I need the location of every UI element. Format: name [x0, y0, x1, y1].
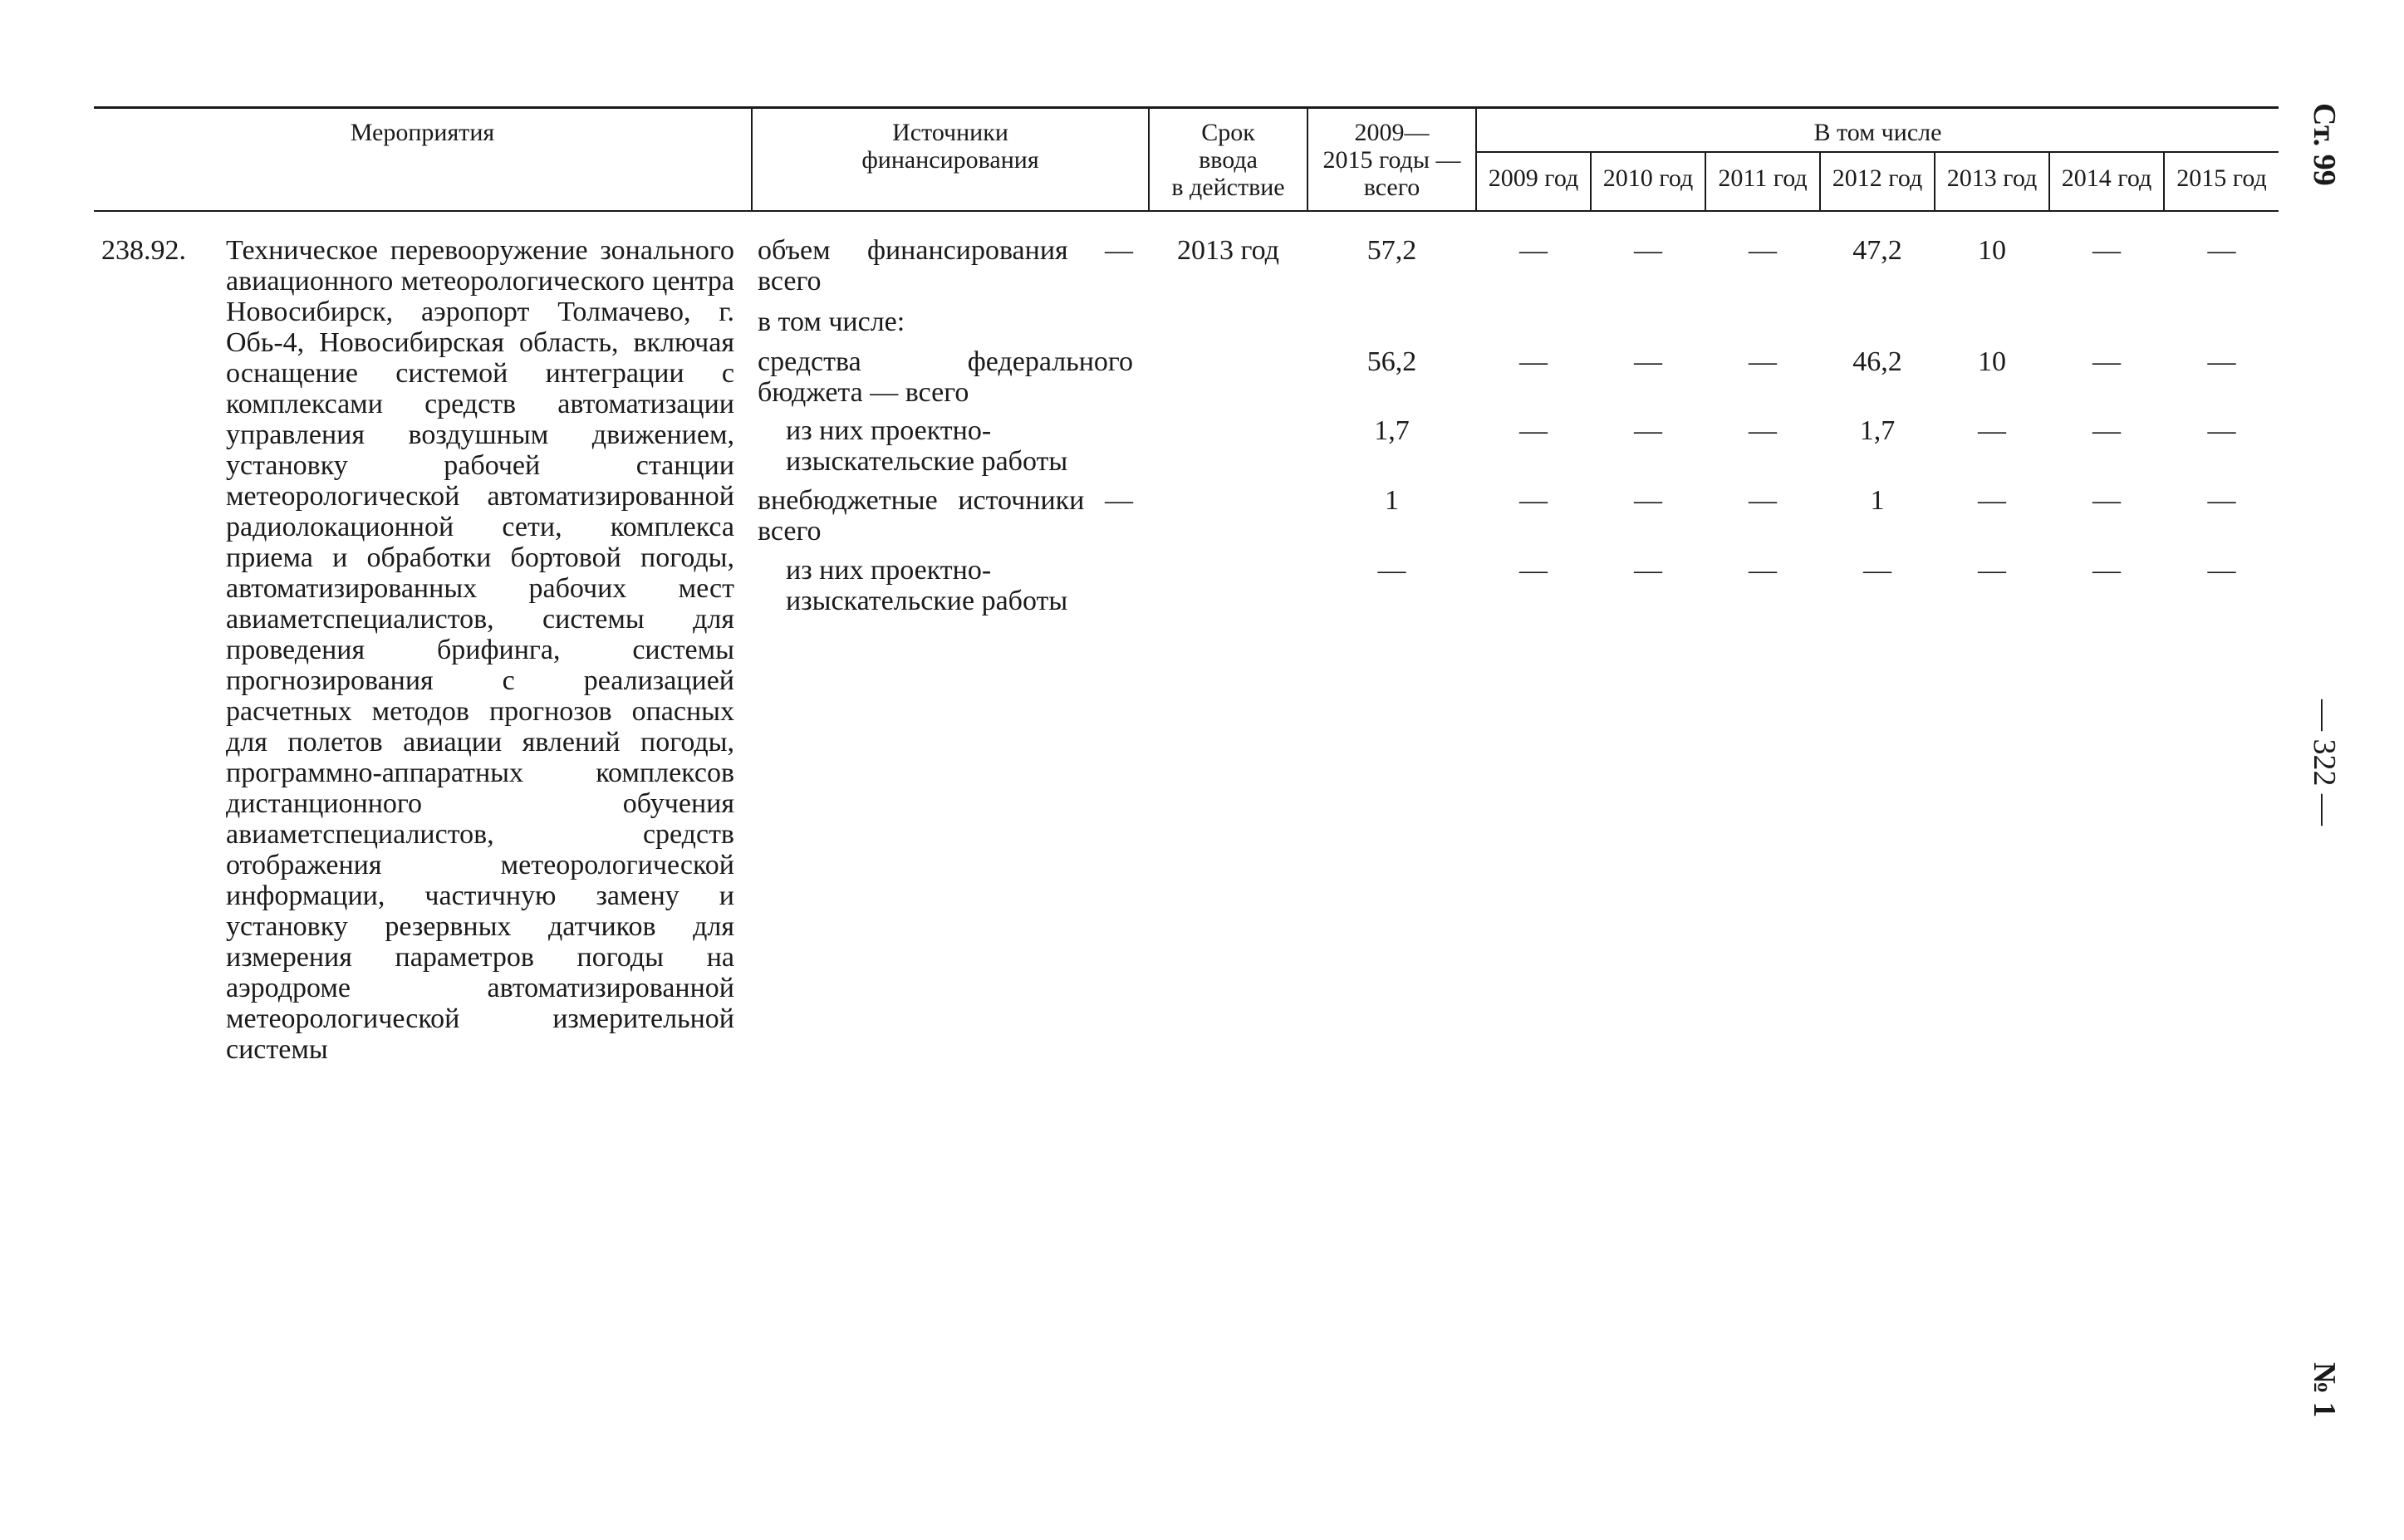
- year-value: —: [1749, 235, 1777, 266]
- issue-number: № 1: [2307, 1362, 2342, 1418]
- header-activities: Мероприятия: [350, 119, 495, 146]
- year-value: —: [2092, 485, 2121, 516]
- header-year: 2014 год: [2061, 164, 2152, 192]
- header-year: 2012 год: [1832, 164, 1923, 192]
- header-deadline: Срок ввода в действие: [1171, 119, 1285, 201]
- year-value: —: [2207, 235, 2236, 266]
- year-value: —: [1634, 485, 1662, 516]
- page-number: — 322 —: [2307, 699, 2342, 826]
- total-value: 1,7: [1374, 415, 1410, 446]
- year-value: —: [1863, 555, 1891, 586]
- year-value: —: [2092, 346, 2121, 377]
- source-label: объем финансирования — всего: [758, 235, 1133, 297]
- year-value: —: [1519, 235, 1548, 266]
- total-value: 57,2: [1366, 235, 1417, 266]
- source-label: внебюджетные источники — всего: [758, 485, 1133, 547]
- year-value: —: [1749, 415, 1777, 446]
- entry-deadline: 2013 год: [1177, 235, 1279, 266]
- year-value: —: [1978, 415, 2006, 446]
- header-year: 2011 год: [1718, 164, 1808, 192]
- entry-number: 238.92.: [101, 235, 186, 266]
- year-value: —: [1749, 485, 1777, 516]
- source-label: средства федерального бюджета — всего: [758, 346, 1133, 408]
- including-sub-rule: [1477, 151, 2279, 153]
- header-including: В том числе: [1813, 119, 1942, 146]
- year-value: 47,2: [1852, 235, 1902, 266]
- total-value: 56,2: [1366, 346, 1417, 377]
- year-value: 46,2: [1852, 346, 1902, 377]
- year-value: —: [2092, 235, 2121, 266]
- year-value: —: [1634, 346, 1662, 377]
- year-value: —: [2092, 415, 2121, 446]
- table-header-bottom-rule: [94, 210, 2279, 212]
- header-year: 2013 год: [1946, 164, 2038, 192]
- header-sources: Источники финансирования: [861, 119, 1039, 174]
- year-value: —: [1749, 346, 1777, 377]
- source-label: в том числе:: [758, 307, 905, 337]
- year-value: —: [1519, 346, 1548, 377]
- year-value: —: [1749, 555, 1777, 586]
- year-value: —: [2207, 555, 2236, 586]
- entry-description: Техническое перевооружение зонального авиационного метеорологического центра Новосибирск, аэропорт Толмачево, г. Обь-4, Новосибирская область, включая оснащение системой интеграции с комплексами средств автоматизации управления воздушным движением, установку рабочей станции метеорологической автоматизированной радиолокационной сети, комплекса приема и обработки бортовой погоды, автоматизированных рабочих мест авиаметспециалистов, системы для проведения брифинга, системы прогнозирования с реализацией расчетных методов прогнозов опасных для полетов авиации явлений погоды, программно-аппаратных комплексов дистанционного обучения авиаметспециалистов, средств отображения метеорологической информации, частичную замену и установку резервных датчиков для измерения параметров погоды на аэродроме автоматизированной метеорологической измерительной системы: [226, 235, 734, 1065]
- year-value: 10: [1978, 346, 2006, 377]
- year-value: —: [1634, 415, 1662, 446]
- year-value: 1: [1870, 485, 1885, 516]
- source-label: из них проектно-изыскательские работы: [786, 555, 1068, 616]
- year-value: —: [1978, 485, 2006, 516]
- year-value: —: [1519, 485, 1548, 516]
- year-value: —: [2092, 555, 2121, 586]
- year-value: 10: [1978, 235, 2006, 266]
- total-value: —: [1377, 555, 1406, 586]
- source-label: из них проектно-изыскательские работы: [786, 415, 1068, 477]
- year-value: —: [2207, 415, 2236, 446]
- year-value: —: [1634, 235, 1662, 266]
- total-value: 1: [1385, 485, 1399, 516]
- year-value: —: [1519, 415, 1548, 446]
- year-value: —: [1634, 555, 1662, 586]
- header-total: 2009— 2015 годы — всего: [1322, 119, 1461, 201]
- table-top-rule: [94, 106, 2279, 109]
- year-value: 1,7: [1859, 415, 1896, 446]
- year-value: —: [2207, 346, 2236, 377]
- header-year: 2009 год: [1488, 164, 1579, 192]
- article-label: Ст. 99: [2307, 103, 2342, 186]
- header-year: 2015 год: [2176, 164, 2267, 192]
- header-year: 2010 год: [1602, 164, 1694, 192]
- year-value: —: [1519, 555, 1548, 586]
- year-value: —: [2207, 485, 2236, 516]
- year-value: —: [1978, 555, 2006, 586]
